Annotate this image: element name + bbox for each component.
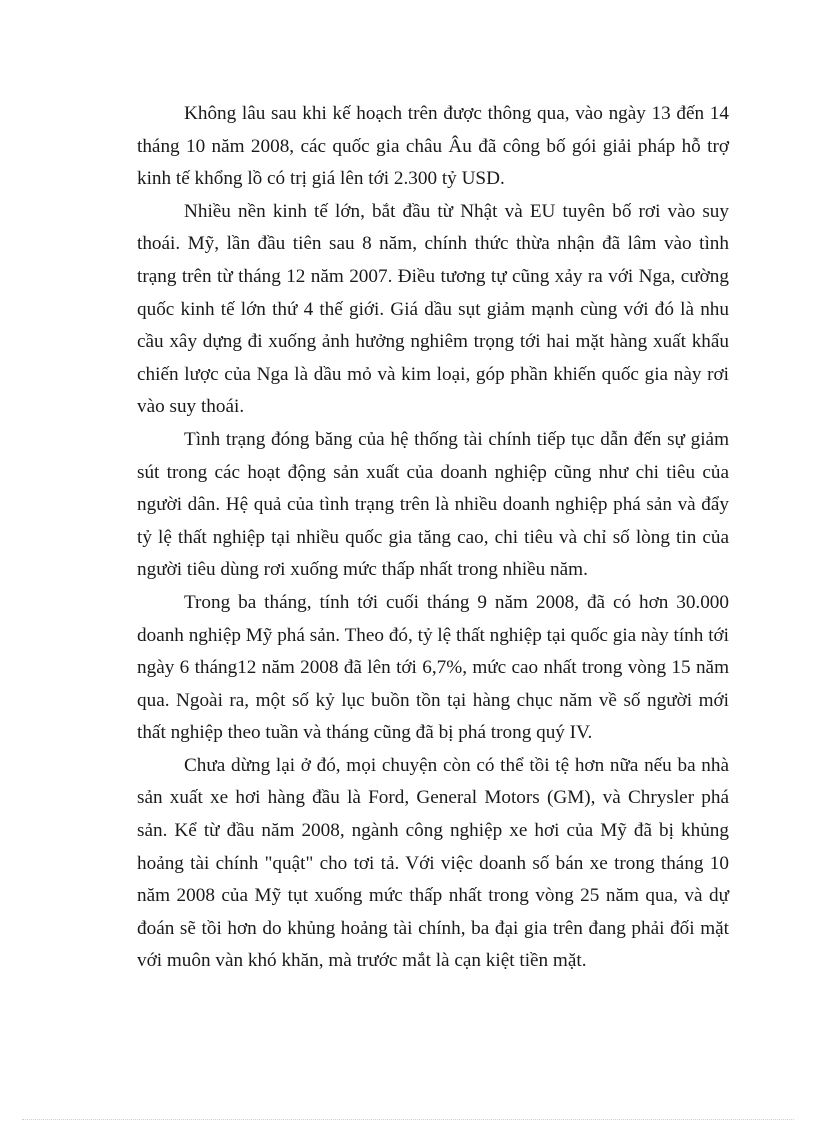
paragraph: Tình trạng đóng băng của hệ thống tài chính tiếp tục dẫn đến sự giảm sút trong các hoạt động sản xuất của doanh nghiệp cũng như chi tiêu của người dân. Hệ quả của tình trạng trên là nhiều doanh nghiệp phá sản và đẩy tỷ lệ thất nghiệp tại nhiều quốc gia tăng cao, chi tiêu và chỉ số lòng tin của người tiêu dùng rơi xuống mức thấp nhất trong nhiều năm. <box>137 428 729 581</box>
document-body <box>137 98 729 978</box>
paragraph: Không lâu sau khi kế hoạch trên được thông qua, vào ngày 13 đến 14 tháng 10 năm 2008, các quốc gia châu Âu đã công bố gói giải pháp hỗ trợ kinh tế khổng lồ có trị giá lên tới 2.300 tỷ USD. <box>137 103 729 190</box>
paragraph: Trong ba tháng, tính tới cuối tháng 9 năm 2008, đã có hơn 30.000 doanh nghiệp Mỹ phá sản. Theo đó, tỷ lệ thất nghiệp tại quốc gia này tính tới ngày 6 tháng12 năm 2008 đã lên tới 6,7%, mức cao nhất trong vòng 15 năm qua. Ngoài ra, một số kỷ lục buồn tồn tại hàng chục năm về số người mới thất nghiệp theo tuần và tháng cũng đã bị phá trong quý IV. <box>137 591 729 744</box>
page-bottom-divider <box>22 1119 794 1120</box>
paragraph: Chưa dừng lại ở đó, mọi chuyện còn có thể tồi tệ hơn nữa nếu ba nhà sản xuất xe hơi hàng đầu là Ford, General Motors (GM), và Chrysler phá sản. Kể từ đầu năm 2008, ngành công nghiệp xe hơi của Mỹ đã bị khủng hoảng tài chính "quật" cho tơi tả. Với việc doanh số bán xe trong tháng 10 năm 2008 của Mỹ tụt xuống mức thấp nhất trong vòng 25 năm qua, và dự đoán sẽ tồi hơn do khủng hoảng tài chính, ba đại gia trên đang phải đối mặt với muôn vàn khó khăn, mà trước mắt là cạn kiệt tiền mặt. <box>137 754 729 972</box>
paragraph: Nhiều nền kinh tế lớn, bắt đầu từ Nhật và EU tuyên bố rơi vào suy thoái. Mỹ, lần đầu tiên sau 8 năm, chính thức thừa nhận đã lâm vào tình trạng trên từ tháng 12 năm 2007. Điều tương tự cũng xảy ra với Nga, cường quốc kinh tế lớn thứ 4 thế giới. Giá dầu sụt giảm mạnh cùng với đó là nhu cầu xây dựng đi xuống ảnh hưởng nghiêm trọng tới hai mặt hàng xuất khẩu chiến lược của Nga là dầu mỏ và kim loại, góp phần khiến quốc gia này rơi vào suy thoái. <box>137 200 729 418</box>
